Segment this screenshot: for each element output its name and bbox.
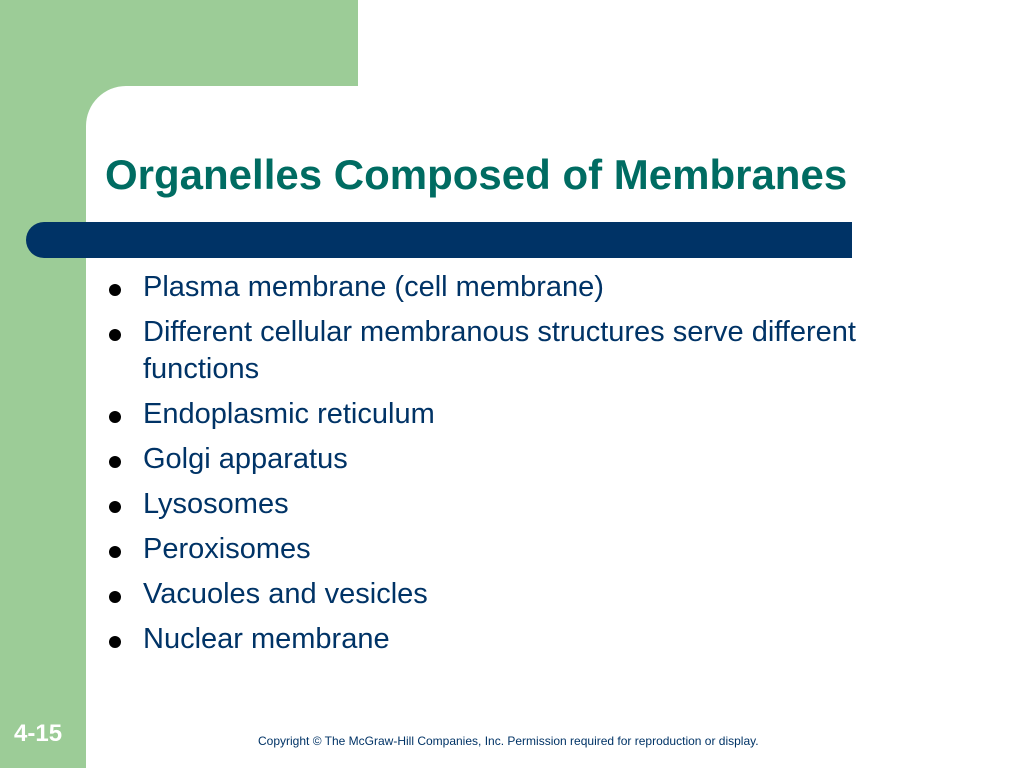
bullet-dot-icon [109,456,121,468]
title-underline-bar [26,222,852,258]
bullet-item [104,269,904,306]
bullet-dot-icon [109,546,121,558]
bullet-item [104,576,904,613]
bullet-item [104,314,904,388]
bullet-text: Lysosomes [143,488,289,520]
bullet-dot-icon [109,411,121,423]
bullet-text: Endoplasmic reticulum [143,398,435,430]
bullet-item [104,621,904,658]
bullet-dot-icon [109,591,121,603]
bullet-text: Peroxisomes [143,533,311,565]
bullet-item [104,486,904,523]
bullet-text: Vacuoles and vesicles [143,578,428,610]
bullet-dot-icon [109,636,121,648]
bullet-dot-icon [109,329,121,341]
bullet-text: Nuclear membrane [143,623,390,655]
green-sidebar [0,0,86,768]
bullet-item [104,441,904,478]
slide-title: Organelles Composed of Membranes [105,151,848,198]
bullet-text: Plasma membrane (cell membrane) [143,271,604,303]
green-top-band [0,0,358,86]
bullet-text: Different cellular membranous structures serve different functions [143,316,856,385]
bullet-dot-icon [109,284,121,296]
bullet-item [104,396,904,433]
bullet-dot-icon [109,501,121,513]
slide-number: 4-15 [14,720,63,747]
bullet-item [104,531,904,568]
copyright-notice: Copyright © The McGraw-Hill Companies, Inc. Permission required for reproduction or display. [258,734,759,748]
bullet-list [104,269,904,666]
bullet-text: Golgi apparatus [143,443,348,475]
